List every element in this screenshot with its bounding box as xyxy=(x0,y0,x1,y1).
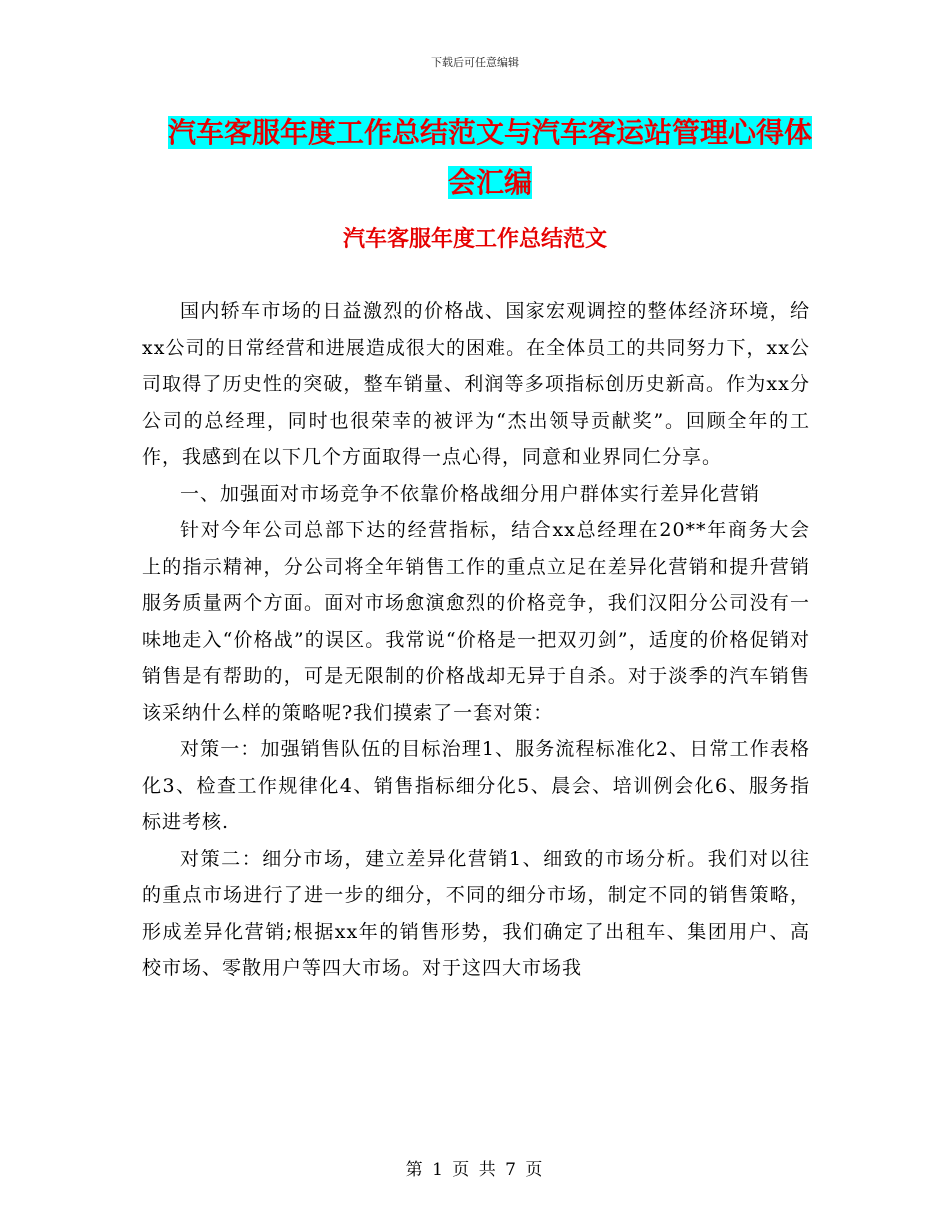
paragraph: 针对今年公司总部下达的经营指标，结合xx总经理在20**年商务大会上的指示精神，分公司将全年销售工作的重点立足在差异化营销和提升营销服务质量两个方面。面对市场愈演愈烈的价格竞争，我们汉阳分公司没有一味地走入“价格战”的误区。我常说“价格是一把双刃剑”，适度的价格促销对销售是有帮助的，可是无限制的价格战却无异于自杀。对于淡季的汽车销售该采纳什么样的策略呢?我们摸索了一套对策： xyxy=(142,519,810,724)
document-title-line-1: 汽车客服年度工作总结范文与汽车客运站管理心得体 xyxy=(167,116,812,149)
section-title: 汽车客服年度工作总结范文 xyxy=(342,227,607,252)
paragraph: 国内轿车市场的日益激烈的价格战、国家宏观调控的整体经济环境，给xx公司的日常经营和进展造成很大的困难。在全体员工的共同努力下，xx公司取得了历史性的突破，整车销量、利润等多项指标创历史新高。作为xx分公司的总经理，同时也很荣幸的被评为“杰出领导贡献奖”。回顾全年的工作，我感到在以下几个方面取得一点心得，同意和业界同仁分享。 xyxy=(142,300,810,468)
paragraph: 对策二：细分市场，建立差异化营销1、细致的市场分析。我们对以往的重点市场进行了进一步的细分，不同的细分市场，制定不同的销售策略，形成差异化营销;根据xx年的销售形势，我们确定了出租车、集团用户、高校市场、零散用户等四大市场。对于这四大市场我 xyxy=(142,847,810,979)
document-title xyxy=(140,108,840,208)
paragraph: 一、加强面对市场竞争不依靠价格战细分用户群体实行差异化营销 xyxy=(180,482,761,505)
header-note: 下载后可任意编辑 xyxy=(431,56,519,69)
document-title-line-2: 会汇编 xyxy=(447,166,532,199)
body-text xyxy=(142,293,810,987)
page-number-footer: 第 1 页 共 7 页 xyxy=(405,1160,545,1180)
paragraph: 对策一：加强销售队伍的目标治理1、服务流程标准化2、日常工作表格化3、检查工作规律化4、销售指标细分化5、晨会、培训例会化6、服务指标进考核. xyxy=(142,738,810,833)
